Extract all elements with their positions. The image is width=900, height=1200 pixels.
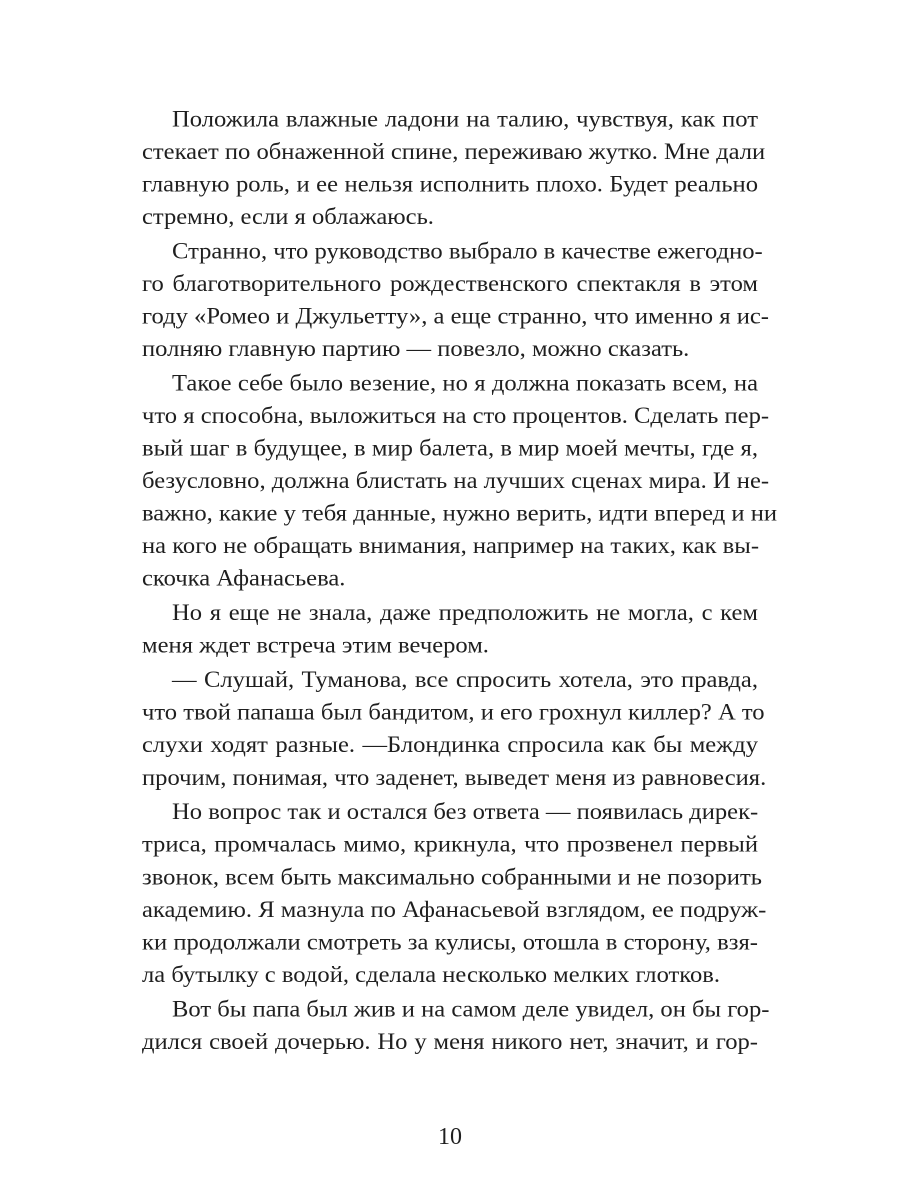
- text-line: вый шаг в будущее, в мир балета, в мир моей мечты, где я,: [142, 436, 758, 462]
- text-line: Странно, что руководство выбрало в качестве ежегодно-: [172, 238, 763, 264]
- text-line: меня ждет встреча этим вечером.: [142, 633, 489, 659]
- text-line: что твой папаша был бандитом, и его грохнул киллер? А то: [142, 700, 765, 726]
- text-line: ла бутылку с водой, сделала несколько мелких глотков.: [142, 962, 721, 988]
- text-line: стремно, если я облажаюсь.: [142, 204, 434, 230]
- text-line: Но я еще не знала, даже предположить не могла, с кем: [172, 600, 758, 626]
- text-line: на кого не обращать внимания, например на таких, как вы-: [142, 533, 760, 559]
- text-line: Положила влажные ладони на талию, чувствуя, как пот: [172, 106, 758, 132]
- text-line: главную роль, и ее нельзя исполнить плохо. Будет реально: [142, 171, 758, 197]
- text-line: академию. Я мазнула по Афанасьевой взглядом, ее подруж-: [142, 897, 767, 923]
- text-line: прочим, понимая, что заденет, выведет меня из равновесия.: [142, 765, 767, 791]
- text-line: Вот бы папа был жив и на самом деле увидел, он бы гор-: [172, 996, 770, 1022]
- text-line: Такое себе было везение, но я должна показать всем, на: [172, 370, 758, 397]
- text-line: Но вопрос так и остался без ответа — появилась дирек-: [172, 799, 759, 825]
- body-text: [0, 2, 900, 1055]
- text-line: го благотворительного рождественского спектакля в этом: [142, 271, 758, 297]
- page-number: 10: [438, 1124, 462, 1150]
- text-line: звонок, всем быть максимально собранными и не позорить: [142, 864, 762, 890]
- text-line: скочка Афанасьева.: [142, 566, 346, 592]
- text-line: триса, промчалась мимо, крикнула, что прозвенел первый: [142, 832, 758, 858]
- text-line: году «Ромео и Джульетту», а еще странно, что именно я ис-: [142, 303, 769, 330]
- text-line: безусловно, должна блистать на лучших сценах мира. И не-: [142, 468, 770, 494]
- text-line: ки продолжали смотреть за кулисы, отошла в сторону, взя-: [142, 929, 758, 955]
- text-line: что я способна, выложиться на сто процентов. Сделать пер-: [142, 403, 770, 429]
- text-line: слухи ходят разные. —Блондинка спросила как бы между: [142, 732, 758, 758]
- text-line: дился своей дочерью. Но у меня никого нет, значит, и гор-: [142, 1029, 758, 1055]
- text-line: — Слушай, Туманова, все спросить хотела, это правда,: [172, 667, 758, 693]
- text-line: важно, какие у тебя данные, нужно верить, идти вперед и ни: [142, 501, 778, 527]
- text-line: стекает по обнаженной спине, переживаю жутко. Мне дали: [142, 139, 766, 165]
- text-line: полняю главную партию — повезло, можно сказать.: [142, 336, 690, 362]
